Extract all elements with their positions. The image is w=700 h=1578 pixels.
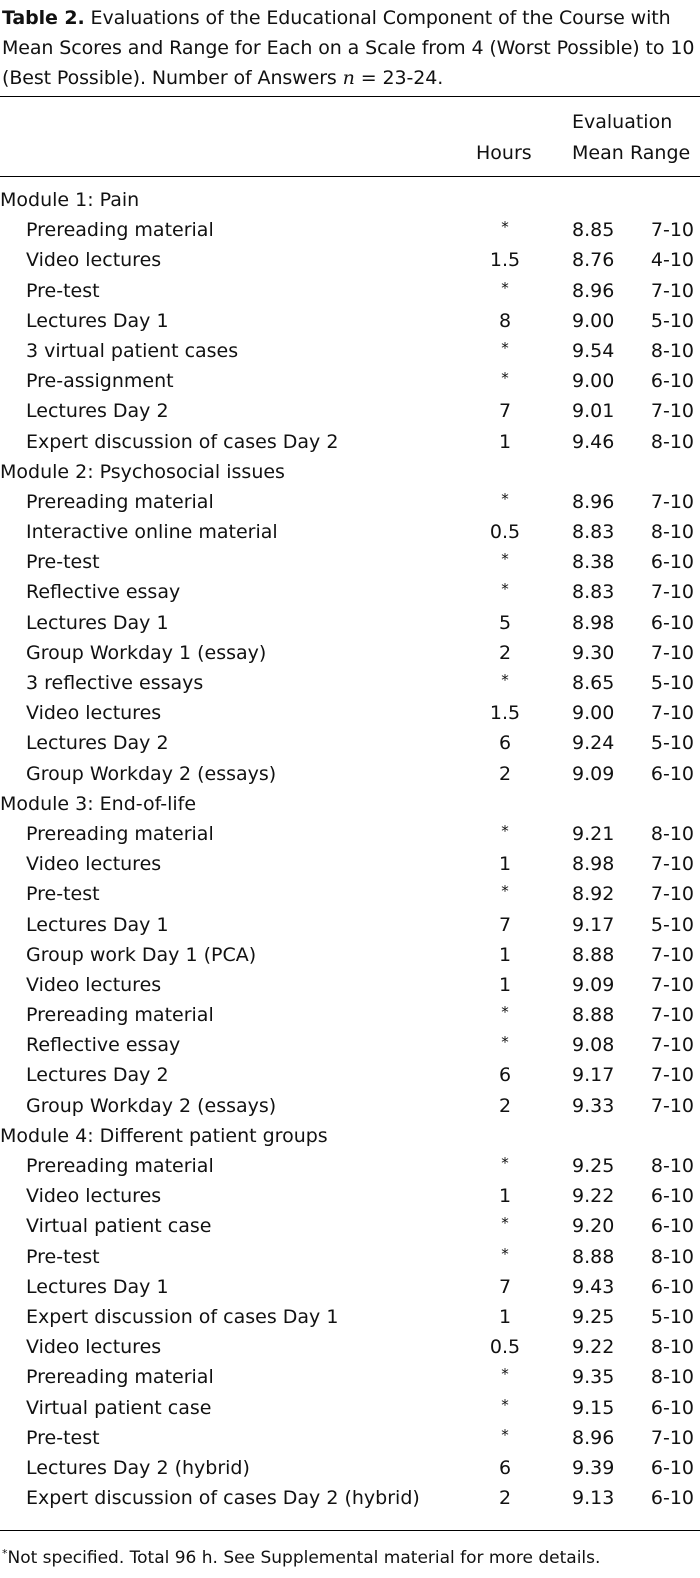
table-row (0, 547, 700, 577)
hours-cell: 5 (498, 611, 512, 634)
module-heading-row (0, 185, 700, 215)
mean-cell: 9.30 (572, 641, 615, 664)
footnote-marker: * (2, 1547, 8, 1560)
bottom-rule (0, 1530, 700, 1531)
table-row (0, 1000, 700, 1030)
mean-cell: 9.22 (572, 1185, 615, 1208)
footnote-text: Not specified. Total 96 h. See Supplemental material for more details. (7, 1548, 601, 1568)
hours-cell: 6 (498, 1456, 512, 1479)
activity-label: Pre-test (26, 1426, 100, 1449)
range-cell: 6-10 (650, 551, 694, 574)
hours-cell: * (501, 882, 509, 901)
range-cell: 8-10 (650, 1336, 694, 1359)
mean-cell: 8.88 (572, 1004, 615, 1027)
hours-cell: 0.5 (489, 521, 521, 544)
hours-cell: 6 (498, 732, 512, 755)
mean-cell: 9.17 (572, 913, 615, 936)
table-row (0, 668, 700, 698)
hours-cell: * (501, 338, 509, 357)
mean-cell: 9.43 (572, 1275, 615, 1298)
range-cell: 7-10 (650, 853, 694, 876)
activity-label: Group work Day 1 (PCA) (26, 943, 257, 966)
table-row (0, 728, 700, 758)
module-title: Module 4: Different patient groups (0, 1124, 328, 1147)
range-cell: 8-10 (650, 1366, 694, 1389)
range-cell: 7-10 (650, 581, 694, 604)
table-row (0, 1181, 700, 1211)
hours-cell: * (501, 369, 509, 388)
hours-cell: 1.5 (489, 702, 521, 725)
activity-label: Prereading material (26, 490, 214, 513)
range-cell: 7-10 (650, 943, 694, 966)
range-cell: 6-10 (650, 1215, 694, 1238)
table-row (0, 849, 700, 879)
table-row (0, 215, 700, 245)
range-cell: 5-10 (650, 672, 694, 694)
mean-cell: 8.96 (572, 279, 615, 302)
activity-label: Pre-test (26, 883, 100, 906)
header-range: Range (630, 142, 691, 164)
range-cell: 5-10 (650, 732, 694, 755)
mean-cell: 9.33 (572, 1094, 615, 1117)
mean-cell: 8.65 (572, 672, 615, 694)
activity-label: Prereading material (26, 1366, 214, 1389)
activity-label: Prereading material (26, 1155, 214, 1177)
mean-cell: 8.85 (572, 219, 615, 242)
hours-cell: * (501, 218, 509, 237)
hours-cell: 2 (498, 641, 512, 664)
activity-label: Pre-test (26, 279, 100, 302)
range-cell: 6-10 (650, 1275, 694, 1298)
range-cell: 6-10 (650, 1456, 694, 1479)
table-row (0, 366, 700, 396)
range-cell: 5-10 (650, 1305, 694, 1328)
hours-cell: * (501, 278, 509, 297)
table-row (0, 608, 700, 638)
activity-label: Reflective essay (26, 581, 181, 604)
activity-label: Lectures Day 1 (26, 309, 169, 332)
activity-label: Video lectures (26, 853, 162, 876)
table-row (0, 245, 700, 275)
table-row (0, 1483, 700, 1513)
mean-cell: 8.98 (572, 611, 615, 634)
module-title: Module 2: Psychosocial issues (0, 460, 285, 483)
range-cell: 7-10 (650, 490, 694, 513)
activity-label: Video lectures (26, 249, 162, 272)
activity-label: Group Workday 1 (essay) (26, 641, 267, 664)
hours-cell: 1 (498, 973, 512, 996)
mean-cell: 8.83 (572, 521, 615, 544)
mean-cell: 9.25 (572, 1305, 615, 1328)
mean-cell: 9.01 (572, 400, 615, 423)
table-row (0, 698, 700, 728)
hours-cell: * (501, 821, 509, 840)
hours-cell: * (501, 1425, 509, 1444)
table-row (0, 396, 700, 426)
hours-cell: 1 (498, 430, 512, 453)
mean-cell: 9.17 (572, 1064, 615, 1087)
activity-label: Lectures Day 2 (hybrid) (26, 1456, 250, 1479)
range-cell: 7-10 (650, 641, 694, 664)
range-cell: 7-10 (650, 1094, 694, 1117)
hours-cell: 7 (498, 400, 512, 423)
activity-label: Expert discussion of cases Day 2 (26, 430, 339, 453)
hours-cell: 2 (498, 1487, 512, 1510)
table-row (0, 970, 700, 1000)
range-cell: 8-10 (650, 521, 694, 544)
table-row (0, 1332, 700, 1362)
hours-cell: 2 (498, 1094, 512, 1117)
table-row (0, 1272, 700, 1302)
hours-cell: * (501, 580, 509, 599)
range-cell: 8-10 (650, 1155, 694, 1177)
range-cell: 7-10 (650, 973, 694, 996)
table-row (0, 1091, 700, 1121)
activity-label: Reflective essay (26, 1034, 181, 1057)
range-cell: 7-10 (650, 883, 694, 906)
hours-cell: 8 (498, 309, 512, 332)
hours-cell: 1 (498, 1305, 512, 1328)
hours-cell: 1.5 (489, 249, 521, 272)
range-cell: 7-10 (650, 279, 694, 302)
table-caption (2, 3, 696, 93)
header-mean: Mean (572, 142, 624, 164)
header-hours: Hours (476, 142, 532, 164)
top-rule (0, 96, 700, 97)
table-row (0, 1453, 700, 1483)
module-heading-row (0, 457, 700, 487)
table-row (0, 759, 700, 789)
range-cell: 7-10 (650, 219, 694, 242)
range-cell: 4-10 (650, 249, 694, 272)
range-cell: 7-10 (650, 1064, 694, 1087)
table-row (0, 427, 700, 457)
activity-label: Pre-test (26, 1245, 100, 1268)
table-row (0, 879, 700, 909)
table-row (0, 638, 700, 668)
range-cell: 7-10 (650, 1426, 694, 1449)
table-row (0, 1242, 700, 1272)
range-cell: 8-10 (650, 1245, 694, 1268)
mean-cell: 9.09 (572, 973, 615, 996)
range-cell: 8-10 (650, 430, 694, 453)
hours-cell: 7 (498, 1275, 512, 1298)
hours-cell: 1 (498, 853, 512, 876)
mean-cell: 9.46 (572, 430, 615, 453)
range-cell: 6-10 (650, 1185, 694, 1208)
range-cell: 8-10 (650, 339, 694, 362)
hours-cell: 2 (498, 762, 512, 785)
table-row (0, 1030, 700, 1060)
activity-label: Video lectures (26, 702, 162, 725)
range-cell: 6-10 (650, 370, 694, 393)
mean-cell: 9.24 (572, 732, 615, 755)
activity-label: Expert discussion of cases Day 2 (hybrid) (26, 1487, 420, 1510)
table-row (0, 306, 700, 336)
range-cell: 6-10 (650, 611, 694, 634)
range-cell: 6-10 (650, 1487, 694, 1510)
hours-cell: * (501, 550, 509, 569)
activity-label: Pre-assignment (26, 370, 174, 393)
mean-cell: 9.39 (572, 1456, 615, 1479)
activity-label: Video lectures (26, 1185, 162, 1208)
table-row (0, 1302, 700, 1332)
mean-cell: 9.13 (572, 1487, 615, 1510)
mean-cell: 9.21 (572, 822, 615, 845)
mean-cell: 8.76 (572, 249, 615, 272)
mean-cell: 8.92 (572, 883, 615, 906)
hours-cell: * (501, 1395, 509, 1414)
table-row (0, 1362, 700, 1392)
activity-label: Lectures Day 1 (26, 611, 169, 634)
range-cell: 6-10 (650, 762, 694, 785)
table-body (0, 185, 700, 1513)
activity-label: Lectures Day 2 (26, 400, 169, 423)
caption-text: Evaluations of the Educational Component of the Course with Mean Scores and Range for Each on a Scale from 4 (Worst Possible) to 10 (Best Possible). Number of Answers (2, 7, 695, 89)
mean-cell: 9.22 (572, 1336, 615, 1359)
activity-label: Lectures Day 1 (26, 913, 169, 936)
mean-cell: 8.38 (572, 551, 615, 574)
activity-label: Interactive online material (26, 521, 278, 544)
activity-label: Virtual patient case (26, 1396, 212, 1419)
mean-cell: 9.00 (572, 370, 615, 393)
table-row (0, 487, 700, 517)
activity-label: Pre-test (26, 551, 100, 574)
table-row (0, 1151, 700, 1181)
hours-cell: * (501, 1244, 509, 1263)
module-title: Module 1: Pain (0, 189, 140, 211)
hours-cell: * (501, 1154, 509, 1172)
hours-cell: * (501, 1365, 509, 1384)
mean-cell: 9.25 (572, 1155, 615, 1177)
mean-cell: 8.96 (572, 490, 615, 513)
table-row (0, 1423, 700, 1453)
table-footnote (2, 1540, 600, 1572)
hours-cell: 7 (498, 913, 512, 936)
activity-label: 3 reflective essays (26, 672, 204, 694)
range-cell: 5-10 (650, 913, 694, 936)
table-row (0, 276, 700, 306)
mean-cell: 9.54 (572, 339, 615, 362)
range-cell: 7-10 (650, 400, 694, 423)
mean-cell: 8.98 (572, 853, 615, 876)
table-row (0, 517, 700, 547)
module-title: Module 3: End-of-life (0, 792, 197, 815)
activity-label: Expert discussion of cases Day 1 (26, 1305, 339, 1328)
mean-cell: 8.96 (572, 1426, 615, 1449)
hours-cell: * (501, 1033, 509, 1052)
activity-label: Group Workday 2 (essays) (26, 1094, 277, 1117)
mean-cell: 9.00 (572, 309, 615, 332)
activity-label: Lectures Day 1 (26, 1275, 169, 1298)
table-row (0, 1211, 700, 1241)
mean-cell: 8.83 (572, 581, 615, 604)
range-cell: 6-10 (650, 1396, 694, 1419)
table-row (0, 577, 700, 607)
header-evaluation: Evaluation (572, 111, 673, 133)
table-row (0, 336, 700, 366)
mean-cell: 9.00 (572, 702, 615, 725)
caption-n-symbol: n (342, 67, 355, 89)
module-heading-row (0, 1121, 700, 1151)
range-cell: 7-10 (650, 702, 694, 725)
hours-cell: * (501, 489, 509, 508)
hours-cell: 6 (498, 1064, 512, 1087)
mean-cell: 9.09 (572, 762, 615, 785)
mean-cell: 9.35 (572, 1366, 615, 1389)
table-row (0, 940, 700, 970)
hours-cell: 1 (498, 943, 512, 966)
activity-label: Group Workday 2 (essays) (26, 762, 277, 785)
caption-text-end: = 23-24. (354, 67, 444, 89)
table-row (0, 910, 700, 940)
activity-label: Prereading material (26, 822, 214, 845)
activity-label: 3 virtual patient cases (26, 339, 239, 362)
range-cell: 8-10 (650, 822, 694, 845)
hours-cell: * (501, 1214, 509, 1233)
hours-cell: 0.5 (489, 1336, 521, 1359)
table-row (0, 1060, 700, 1090)
mean-cell: 9.20 (572, 1215, 615, 1238)
table-label: Table 2. (2, 7, 85, 29)
mean-cell: 9.15 (572, 1396, 615, 1419)
mean-cell: 8.88 (572, 943, 615, 966)
activity-label: Lectures Day 2 (26, 732, 169, 755)
activity-label: Video lectures (26, 973, 162, 996)
activity-label: Virtual patient case (26, 1215, 212, 1238)
mean-cell: 9.08 (572, 1034, 615, 1057)
range-cell: 7-10 (650, 1034, 694, 1057)
table-row (0, 1393, 700, 1423)
range-cell: 5-10 (650, 309, 694, 332)
mean-cell: 8.88 (572, 1245, 615, 1268)
table-row (0, 819, 700, 849)
range-cell: 7-10 (650, 1004, 694, 1027)
module-heading-row (0, 789, 700, 819)
activity-label: Prereading material (26, 219, 214, 242)
hours-cell: 1 (498, 1185, 512, 1208)
hours-cell: * (501, 1003, 509, 1022)
activity-label: Prereading material (26, 1004, 214, 1027)
hours-cell: * (501, 671, 509, 689)
header-rule (0, 176, 700, 177)
activity-label: Video lectures (26, 1336, 162, 1359)
activity-label: Lectures Day 2 (26, 1064, 169, 1087)
